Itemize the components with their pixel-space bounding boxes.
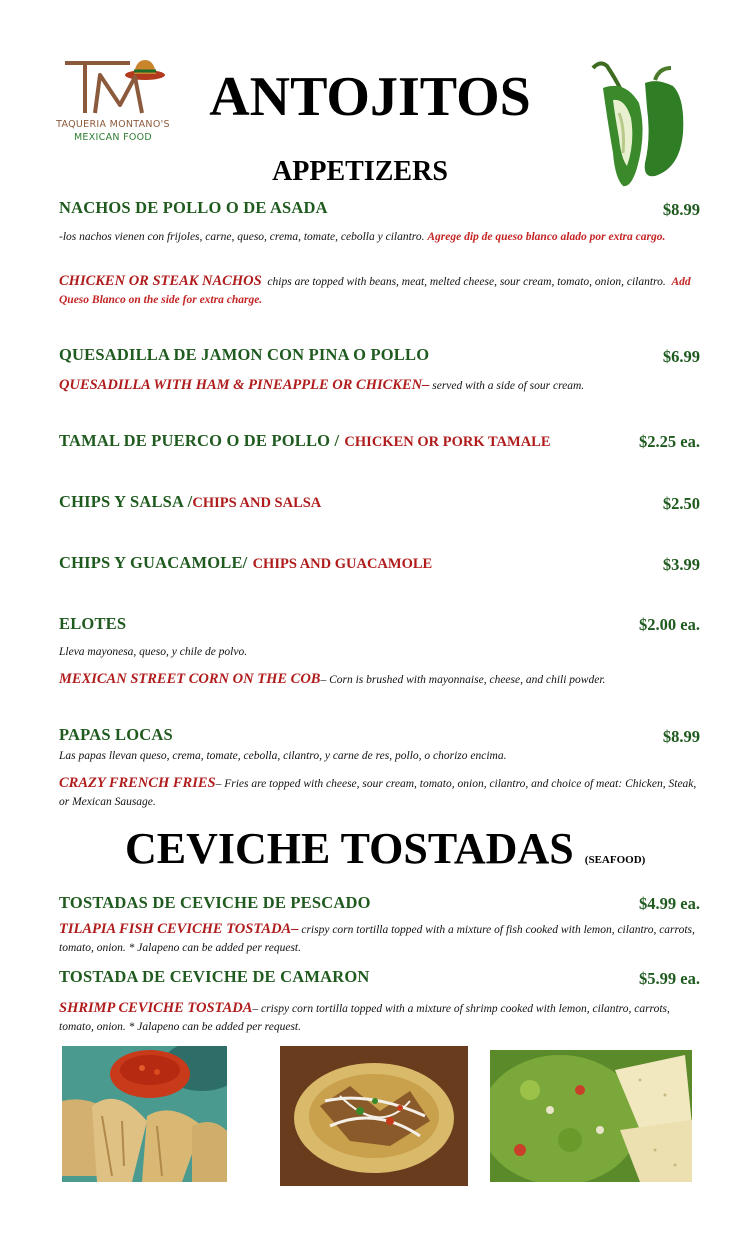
nachos-price: $8.99 — [662, 200, 700, 219]
logo-line2: MEXICAN FOOD — [73, 132, 153, 143]
logo — [50, 55, 175, 150]
chips-guac-price: $3.99 — [662, 555, 700, 574]
tamales-photo — [62, 1046, 227, 1182]
pescado-en-block — [59, 920, 699, 957]
chips-salsa-name-en: CHIPS AND SALSA — [192, 495, 322, 511]
quesadilla-name: QUESADILLA DE JAMON CON PINA O POLLO — [59, 345, 430, 364]
quesadilla-en-block — [59, 376, 719, 395]
elotes-en-block — [59, 670, 719, 689]
tamal-price: $2.25 ea. — [639, 432, 700, 451]
pescado-desc-en: crispy corn tortilla topped with a mixture of fish cooked with lemon, cilantro, carrots, tomato, onion. * Jalapeno can be added per request. — [59, 924, 695, 954]
tamal-name: TAMAL DE PUERCO O DE POLLO / — [59, 431, 340, 450]
nachos-desc-es-text: -los nachos vienen con frijoles, carne, queso, crema, tomate, cebolla y cilantro. — [59, 231, 425, 243]
chips-guac-name: CHIPS Y GUACAMOLE/ — [59, 553, 248, 572]
papas-desc-en: – Fries are topped with cheese, sour cream, tomato, onion, cilantro, and choice of meat: Chicken, Steak, or Mexican Sausage. — [59, 778, 697, 808]
nachos-desc-en: chips are topped with beans, meat, melted cheese, sour cream, tomato, onion, cilantro. — [267, 276, 666, 288]
logo-line1: TAQUERIA MONTANO'S — [56, 119, 170, 130]
camaron-desc-en: – crispy corn tortilla topped with a mixture of shrimp cooked with lemon, cilantro, carrots, tomato, onion. * Jalapeno can be added per request. — [59, 1003, 670, 1033]
pescado-price: $4.99 ea. — [639, 894, 700, 913]
camaron-name: TOSTADA DE CEVICHE DE CAMARON — [59, 967, 370, 986]
nachos-desc-es — [59, 228, 709, 246]
quesadilla-desc-en: served with a side of sour cream. — [432, 380, 585, 392]
elotes-desc-es: Lleva mayonesa, queso, y chile de polvo. — [59, 646, 248, 658]
ceviche-header — [125, 823, 685, 875]
papas-desc-es: Las papas llevan queso, crema, tomate, cebolla, cilantro, y carne de res, pollo, o chorizo encima. — [59, 750, 507, 762]
nachos-desc-en-extra: Add Queso Blanco on the side for extra charge. — [59, 276, 691, 306]
papas-price: $8.99 — [662, 727, 700, 746]
chips-salsa-name: CHIPS Y SALSA / — [59, 492, 193, 511]
camaron-price: $5.99 ea. — [639, 969, 700, 988]
tamal-name-en: CHICKEN OR PORK TAMALE — [344, 434, 551, 450]
chips-guac-line — [59, 553, 432, 573]
chips-salsa-line — [59, 492, 321, 512]
camaron-en-block — [59, 999, 699, 1036]
ceviche-tag: (SEAFOOD) — [584, 854, 646, 866]
tamal-line — [59, 431, 551, 451]
papas-en-block — [59, 774, 699, 811]
papas-name-en: CRAZY FRENCH FRIES — [59, 775, 216, 791]
elotes-price: $2.00 ea. — [639, 615, 700, 634]
papas-name: PAPAS LOCAS — [59, 725, 173, 744]
guacamole-photo — [490, 1050, 692, 1182]
elotes-desc-en: – Corn is brushed with mayonnaise, cheese, and chili powder. — [320, 674, 606, 686]
page-title: ANTOJITOS — [209, 66, 531, 128]
chips-guac-name-en: CHIPS AND GUACAMOLE — [252, 556, 433, 572]
nachos-name: NACHOS DE POLLO O DE ASADA — [59, 198, 328, 217]
nachos-photo — [280, 1046, 468, 1186]
pescado-name: TOSTADAS DE CEVICHE DE PESCADO — [59, 893, 371, 912]
nachos-desc-es-extra: Agrege dip de queso blanco alado por extra cargo. — [427, 231, 666, 243]
elotes-name: ELOTES — [59, 614, 127, 633]
jalapeno-image — [585, 58, 695, 193]
elotes-name-en: MEXICAN STREET CORN ON THE COB — [59, 671, 321, 687]
quesadilla-name-en: QUESADILLA WITH HAM & PINEAPPLE OR CHICKEN– — [59, 377, 430, 393]
page-subtitle: APPETIZERS — [272, 156, 448, 187]
pescado-name-en: TILAPIA FISH CEVICHE TOSTADA– — [59, 921, 299, 937]
camaron-name-en: SHRIMP CEVICHE TOSTADA — [59, 1000, 253, 1016]
quesadilla-price: $6.99 — [662, 347, 700, 366]
nachos-name-en: CHICKEN OR STEAK NACHOS — [59, 273, 262, 289]
ceviche-title: CEVICHE TOSTADAS — [125, 824, 574, 873]
chips-salsa-price: $2.50 — [662, 494, 700, 513]
nachos-en-block — [59, 272, 699, 309]
